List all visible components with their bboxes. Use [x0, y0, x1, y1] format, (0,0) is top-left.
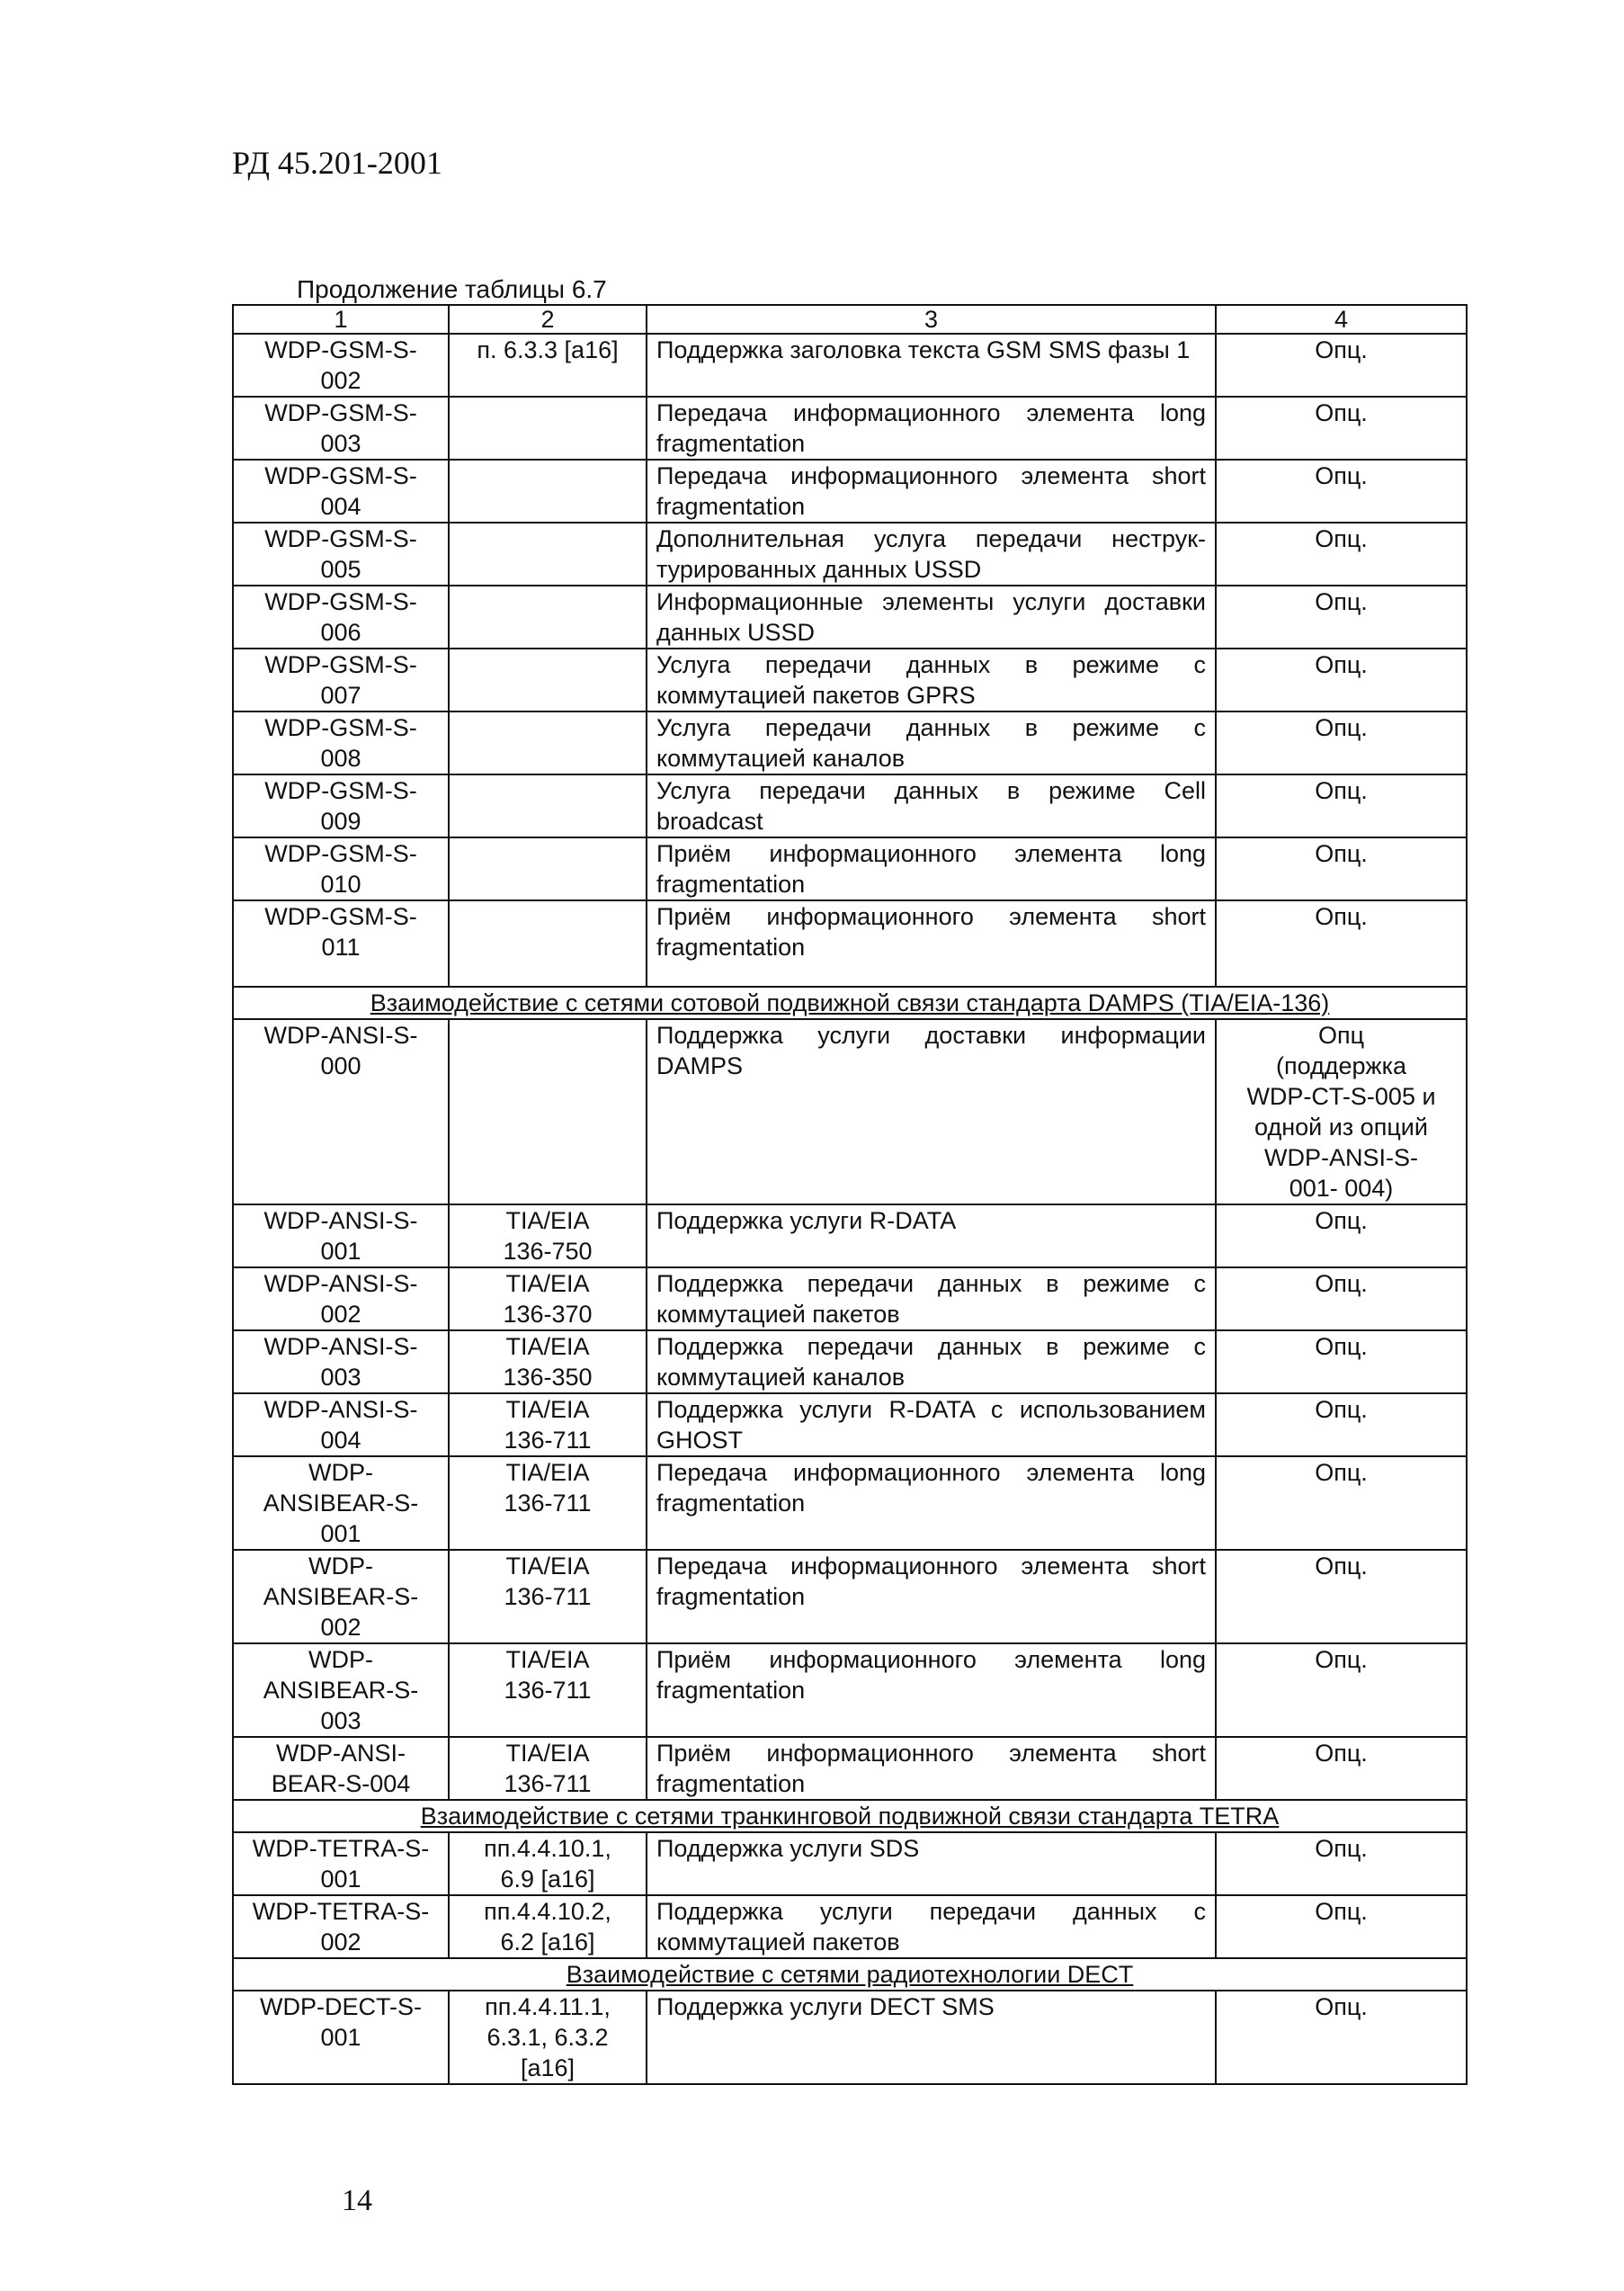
cell-description: Приём информационного элемента long fragmentation	[647, 1643, 1216, 1737]
cell-description: Приём информационного элемента long fragmentation	[647, 837, 1216, 900]
document-code: РД 45.201-2001	[232, 145, 442, 181]
table-row	[233, 523, 1467, 586]
cell-reference: п. 6.3.3 [а16]	[449, 334, 647, 397]
cell-id: WDP- ANSIBEAR-S- 002	[233, 1550, 449, 1643]
cell-id: WDP-GSM-S- 010	[233, 837, 449, 900]
cell-id: WDP-GSM-S- 007	[233, 649, 449, 711]
cell-id: WDP-GSM-S- 005	[233, 523, 449, 586]
cell-id: WDP-GSM-S- 004	[233, 460, 449, 523]
cell-description: Поддержка услуги передачи данных с коммутацией пакетов	[647, 1895, 1216, 1958]
table-row	[233, 334, 1467, 397]
cell-description: Дополнительная услуга передачи неструк-турированных данных USSD	[647, 523, 1216, 586]
section-cell	[233, 987, 1467, 1019]
cell-status: Опц.	[1216, 1832, 1467, 1895]
cell-description: Услуга передачи данных в режиме с коммутацией каналов	[647, 711, 1216, 774]
table-row	[233, 900, 1467, 987]
section-title: Взаимодействие с сетями сотовой подвижной связи стандарта DAMPS (TIA/EIA-136)	[370, 989, 1330, 1016]
cell-reference	[449, 586, 647, 649]
section-row	[233, 1958, 1467, 1991]
cell-id: WDP-ANSI-S- 000	[233, 1019, 449, 1204]
cell-status: Опц.	[1216, 649, 1467, 711]
cell-description: Услуга передачи данных в режиме с коммутацией пакетов GPRS	[647, 649, 1216, 711]
table-row	[233, 837, 1467, 900]
table-body	[233, 334, 1467, 2084]
cell-id: WDP- ANSIBEAR-S- 001	[233, 1456, 449, 1550]
cell-description: Передача информационного элемента short fragmentation	[647, 1550, 1216, 1643]
cell-reference: TIA/EIA 136-711	[449, 1393, 647, 1456]
section-cell	[233, 1800, 1467, 1832]
table-row	[233, 1019, 1467, 1204]
cell-reference	[449, 1019, 647, 1204]
table-row	[233, 1393, 1467, 1456]
cell-description: Передача информационного элемента long fragmentation	[647, 1456, 1216, 1550]
cell-id: WDP-ANSI-S- 003	[233, 1330, 449, 1393]
cell-reference: TIA/EIA 136-711	[449, 1643, 647, 1737]
cell-reference	[449, 397, 647, 460]
cell-reference: TIA/EIA 136-711	[449, 1737, 647, 1800]
cell-status: Опц.	[1216, 1330, 1467, 1393]
cell-id: WDP-ANSI-S- 004	[233, 1393, 449, 1456]
cell-reference	[449, 711, 647, 774]
cell-description: Поддержка услуги R-DATA	[647, 1204, 1216, 1267]
cell-description: Услуга передачи данных в режиме Cell broadcast	[647, 774, 1216, 837]
cell-id: WDP-GSM-S- 002	[233, 334, 449, 397]
section-cell	[233, 1958, 1467, 1991]
table-row	[233, 649, 1467, 711]
column-header: 2	[449, 305, 647, 334]
cell-id: WDP-ANSI- BEAR-S-004	[233, 1737, 449, 1800]
cell-id: WDP-TETRA-S- 001	[233, 1832, 449, 1895]
cell-reference	[449, 837, 647, 900]
cell-description: Приём информационного элемента short fragmentation	[647, 1737, 1216, 1800]
cell-description: Поддержка услуги DECT SMS	[647, 1991, 1216, 2084]
cell-status: Опц.	[1216, 1267, 1467, 1330]
cell-status: Опц (поддержка WDP-CT-S-005 и одной из опций WDP-ANSI-S- 001- 004)	[1216, 1019, 1467, 1204]
cell-status: Опц.	[1216, 1895, 1467, 1958]
cell-status: Опц.	[1216, 1550, 1467, 1643]
cell-description: Поддержка передачи данных в режиме с коммутацией каналов	[647, 1330, 1216, 1393]
table-caption: Продолжение таблицы 6.7	[297, 275, 607, 303]
cell-reference	[449, 460, 647, 523]
section-row	[233, 987, 1467, 1019]
cell-description: Информационные элементы услуги доставки данных USSD	[647, 586, 1216, 649]
table-row	[233, 1832, 1467, 1895]
table-row	[233, 774, 1467, 837]
table-row	[233, 1267, 1467, 1330]
cell-reference	[449, 900, 647, 987]
cell-reference	[449, 649, 647, 711]
cell-description: Приём информационного элемента short fragmentation	[647, 900, 1216, 987]
cell-status: Опц.	[1216, 900, 1467, 987]
cell-description: Поддержка услуги SDS	[647, 1832, 1216, 1895]
cell-status: Опц.	[1216, 1991, 1467, 2084]
cell-status: Опц.	[1216, 397, 1467, 460]
cell-id: WDP-TETRA-S- 002	[233, 1895, 449, 1958]
cell-reference	[449, 774, 647, 837]
section-title: Взаимодействие с сетями радиотехнологии DECT	[566, 1961, 1134, 1988]
section-row	[233, 1800, 1467, 1832]
page-number: 14	[342, 2184, 372, 2217]
cell-description: Передача информационного элемента long fragmentation	[647, 397, 1216, 460]
table-row	[233, 1991, 1467, 2084]
cell-reference: пп.4.4.10.1, 6.9 [а16]	[449, 1832, 647, 1895]
table-row	[233, 460, 1467, 523]
cell-description: Поддержка услуги R-DATA с использованием GHOST	[647, 1393, 1216, 1456]
table-row	[233, 1643, 1467, 1737]
table-row	[233, 397, 1467, 460]
column-header: 4	[1216, 305, 1467, 334]
table-row	[233, 1895, 1467, 1958]
cell-id: WDP-GSM-S- 006	[233, 586, 449, 649]
table-row	[233, 1330, 1467, 1393]
table-row	[233, 1456, 1467, 1550]
table-row	[233, 586, 1467, 649]
table-row	[233, 1737, 1467, 1800]
cell-reference: TIA/EIA 136-370	[449, 1267, 647, 1330]
cell-status: Опц.	[1216, 334, 1467, 397]
cell-reference: TIA/EIA 136-350	[449, 1330, 647, 1393]
spec-table	[232, 304, 1468, 2085]
cell-reference	[449, 523, 647, 586]
table-header-row	[233, 305, 1467, 334]
cell-status: Опц.	[1216, 523, 1467, 586]
cell-status: Опц.	[1216, 1204, 1467, 1267]
table-row	[233, 1550, 1467, 1643]
cell-id: WDP-GSM-S- 009	[233, 774, 449, 837]
cell-reference: TIA/EIA 136-711	[449, 1456, 647, 1550]
cell-status: Опц.	[1216, 774, 1467, 837]
cell-reference: пп.4.4.10.2, 6.2 [а16]	[449, 1895, 647, 1958]
cell-status: Опц.	[1216, 837, 1467, 900]
cell-status: Опц.	[1216, 586, 1467, 649]
cell-description: Передача информационного элемента short fragmentation	[647, 460, 1216, 523]
cell-id: WDP-GSM-S- 003	[233, 397, 449, 460]
cell-id: WDP-DECT-S- 001	[233, 1991, 449, 2084]
cell-status: Опц.	[1216, 1456, 1467, 1550]
cell-reference: TIA/EIA 136-750	[449, 1204, 647, 1267]
cell-reference: TIA/EIA 136-711	[449, 1550, 647, 1643]
section-title: Взаимодействие с сетями транкинговой подвижной связи стандарта TETRA	[420, 1803, 1280, 1830]
cell-id: WDP-ANSI-S- 001	[233, 1204, 449, 1267]
table-row	[233, 1204, 1467, 1267]
table-row	[233, 711, 1467, 774]
cell-description: Поддержка передачи данных в режиме с коммутацией пакетов	[647, 1267, 1216, 1330]
cell-id: WDP-ANSI-S- 002	[233, 1267, 449, 1330]
cell-description: Поддержка заголовка текста GSM SMS фазы 1	[647, 334, 1216, 397]
cell-id: WDP-GSM-S- 011	[233, 900, 449, 987]
column-header: 3	[647, 305, 1216, 334]
cell-reference: пп.4.4.11.1, 6.3.1, 6.3.2 [а16]	[449, 1991, 647, 2084]
cell-status: Опц.	[1216, 1643, 1467, 1737]
cell-status: Опц.	[1216, 711, 1467, 774]
cell-id: WDP-GSM-S- 008	[233, 711, 449, 774]
cell-id: WDP- ANSIBEAR-S- 003	[233, 1643, 449, 1737]
cell-status: Опц.	[1216, 460, 1467, 523]
cell-status: Опц.	[1216, 1393, 1467, 1456]
column-header: 1	[233, 305, 449, 334]
cell-status: Опц.	[1216, 1737, 1467, 1800]
cell-description: Поддержка услуги доставки информации DAMPS	[647, 1019, 1216, 1204]
